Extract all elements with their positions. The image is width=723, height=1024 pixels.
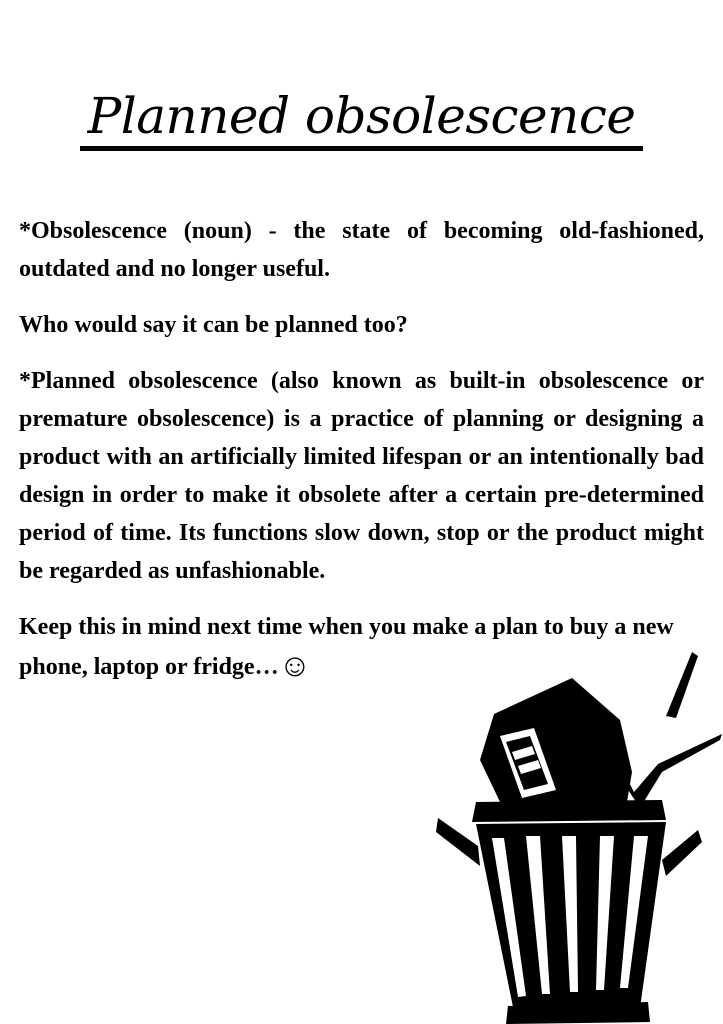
explanation-paragraph: *Planned obsolescence (also known as built-in obsolescence or premature obsolescence) is a practice of planning or designing a product with an artificially limited lifespan or an intentionally bad design in order to make it obsolete after a certain pre-determined period of time. Its functions slow down, stop or the product might be regarded as unfashionable. xyxy=(19,368,704,584)
definition-paragraph: *Obsolescence (noun) - the state of becoming old-fashioned, outdated and no longer useful. xyxy=(19,218,704,282)
page-title: Planned obsolescence xyxy=(80,86,644,151)
document-body xyxy=(19,212,704,704)
question-paragraph: Who would say it can be planned too? xyxy=(19,312,408,338)
closing-text: Keep this in mind next time when you make a plan to buy a new phone, laptop or fridge… xyxy=(19,614,674,680)
tv-in-trash-can-icon xyxy=(436,640,723,1024)
bin-handle-right xyxy=(662,830,702,876)
title-container xyxy=(0,86,723,151)
bin-handle-left xyxy=(436,818,480,866)
antenna-right xyxy=(666,652,698,718)
bin-rim xyxy=(472,800,666,822)
tv-body xyxy=(480,678,632,810)
smiley-icon: ☺ xyxy=(278,647,312,683)
